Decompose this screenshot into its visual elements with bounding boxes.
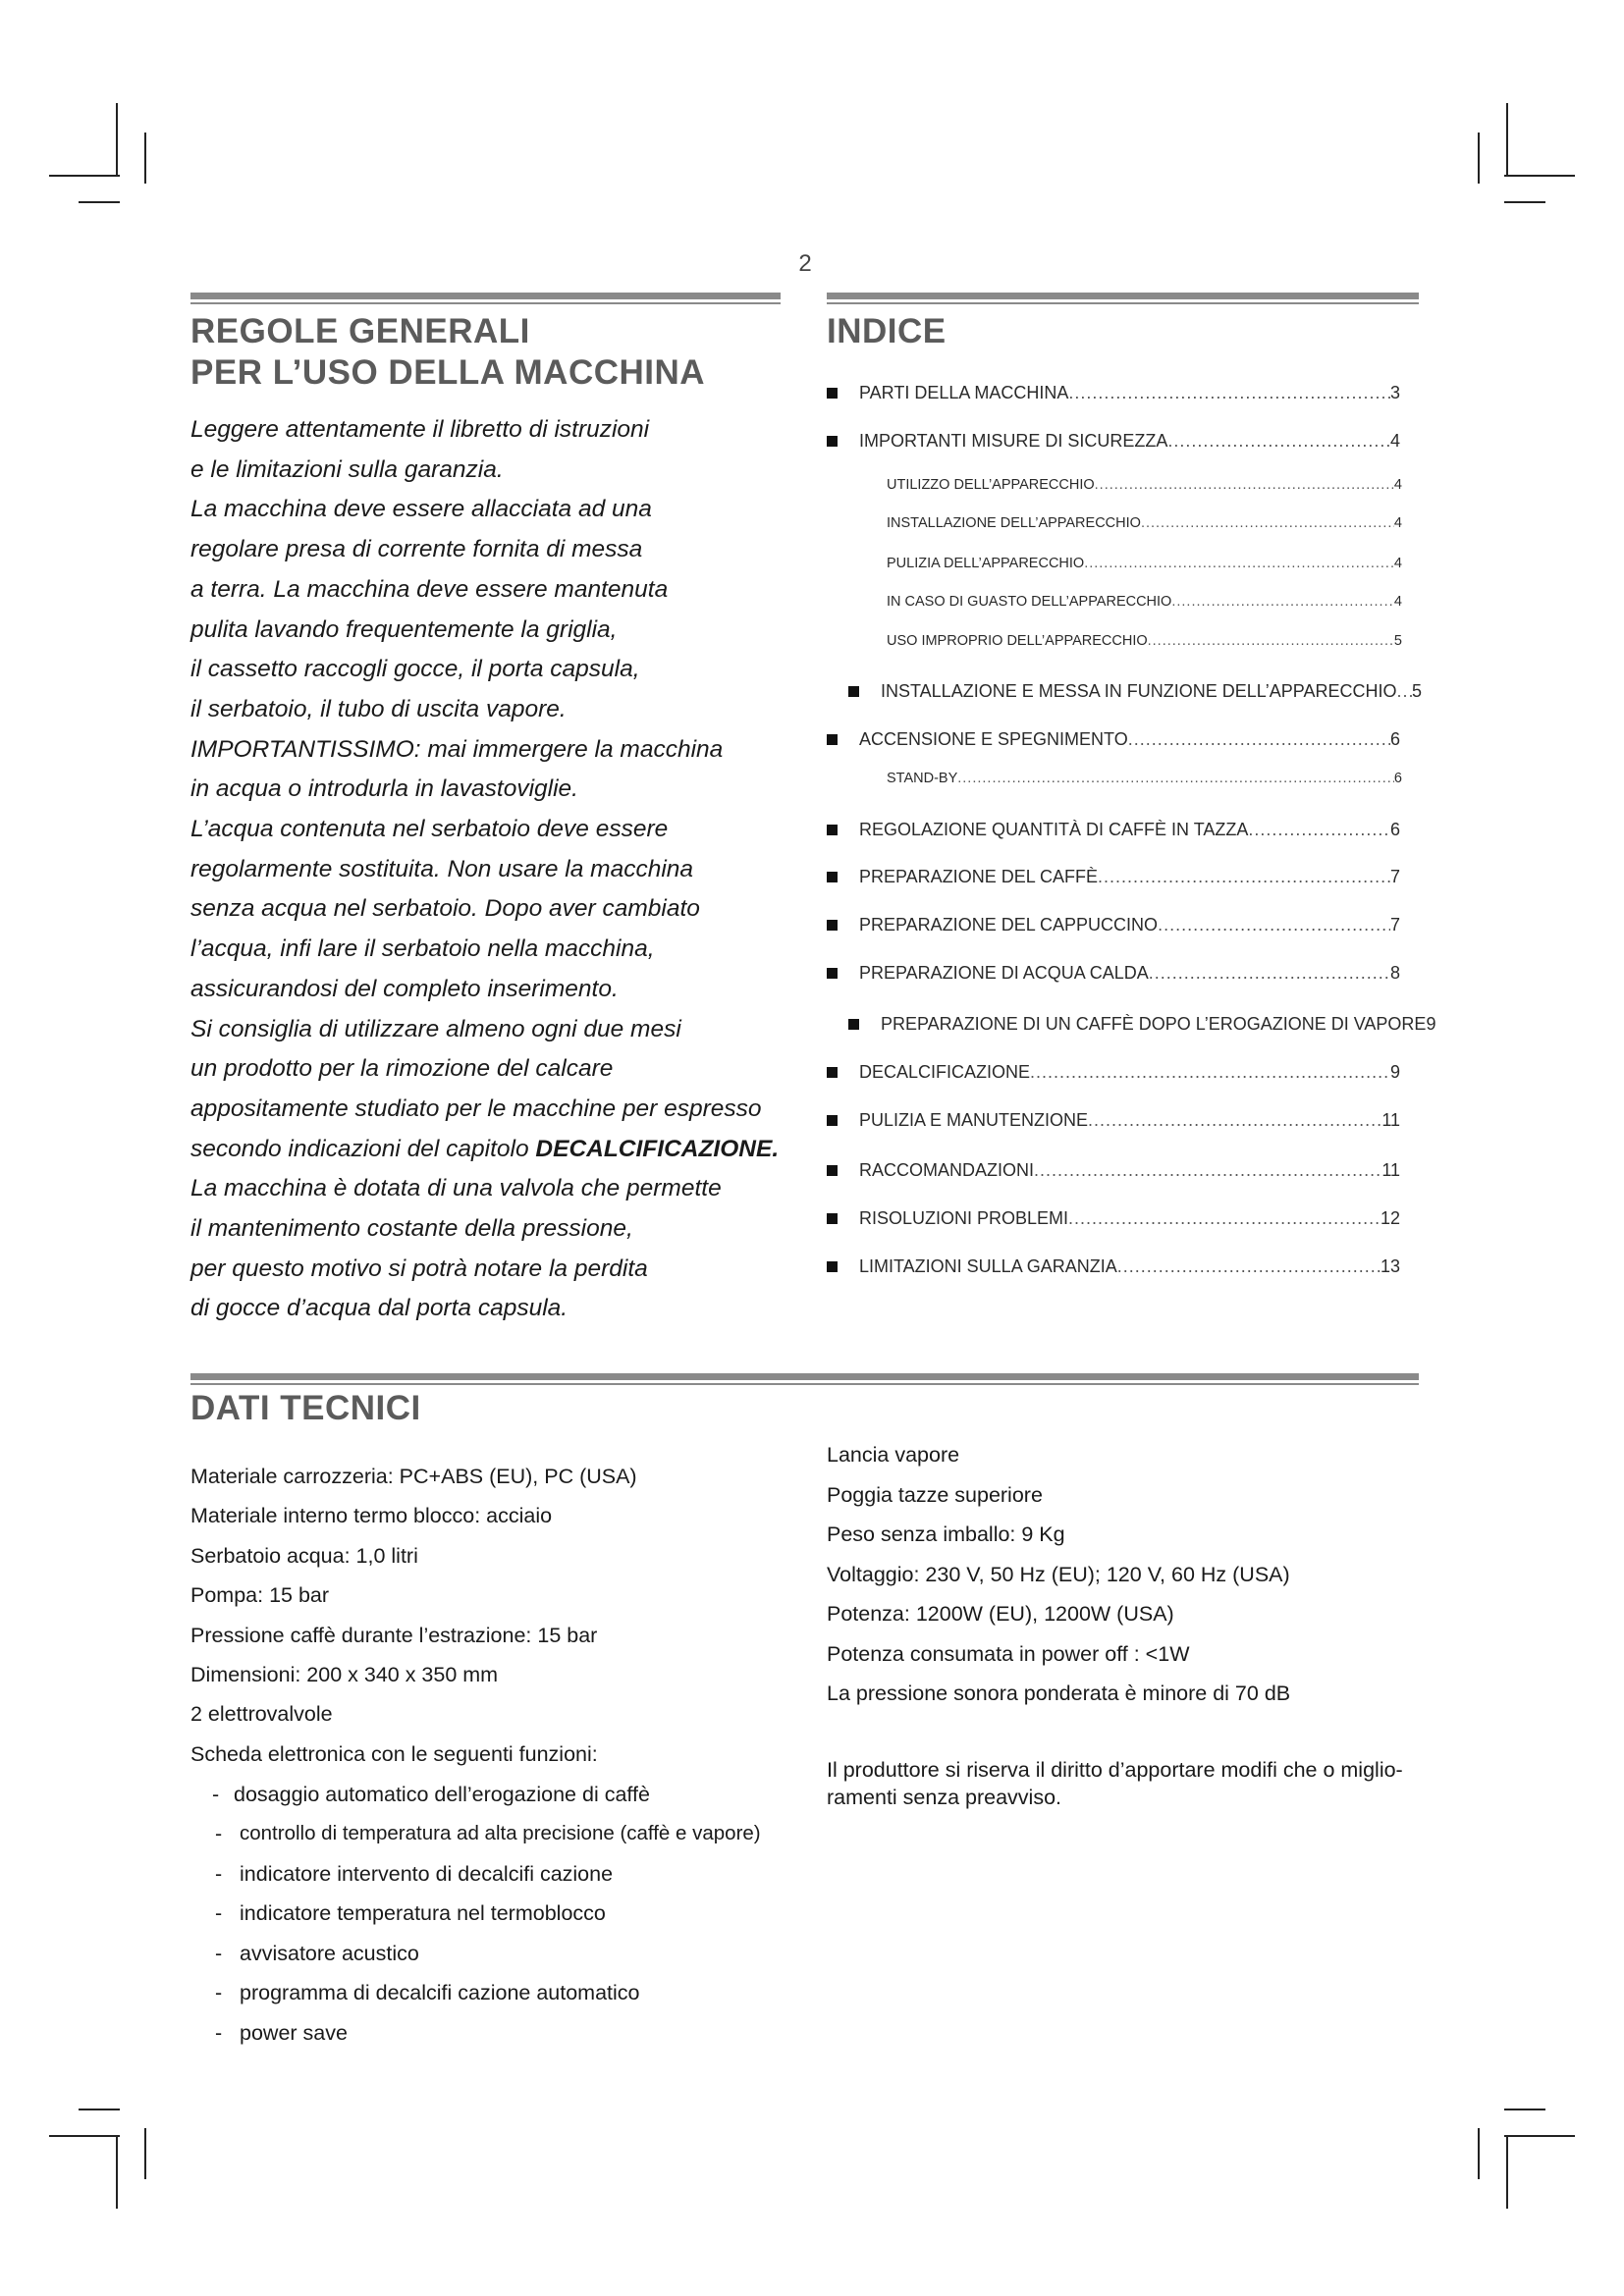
spec-item: Lancia vapore [827,1443,960,1467]
toc-page: 13 [1380,1256,1400,1276]
toc-page: 8 [1389,963,1400,983]
toc-leader [1141,515,1394,531]
bullet-square-icon [827,1261,838,1272]
crop-mark [1504,2109,1545,2110]
toc-leader [1117,1256,1380,1277]
rules-line: L’acqua contenuta nel serbatoio deve essere [190,816,669,843]
function-item: controllo di temperatura ad alta precisione (caffè e vapore) [240,1822,761,1844]
rules-body [190,410,789,1329]
toc-label: IMPORTANTI MISURE DI SICUREZZA [859,431,1168,451]
rules-line: pulita lavando frequentemente la griglia, [190,615,618,643]
dash-bullet: - [215,1981,223,2004]
dash-bullet: - [215,1901,223,1925]
crop-mark [79,201,120,203]
toc-leader [1030,1062,1390,1083]
toc-label: RACCOMANDAZIONI [859,1160,1035,1180]
crop-mark [1478,2128,1480,2179]
spec-item: Materiale interno termo blocco: acciaio [190,1504,553,1527]
bullet-square-icon [827,436,838,447]
toc-page: 7 [1389,915,1400,934]
rules-line: La macchina deve essere allacciata ad una [190,496,652,523]
toc-entry [827,729,1400,750]
toc-entry [848,1014,1436,1035]
rules-line: per questo motivo si potrà notare la perdita [190,1255,648,1282]
spec-item: Dimensioni: 200 x 340 x 350 mm [190,1663,499,1686]
toc-label: STAND-BY [887,771,958,786]
toc-entry [827,915,1400,935]
bullet-square-icon [827,872,838,882]
toc-entry [827,820,1400,840]
toc-leader [1095,477,1394,493]
crop-mark [144,133,146,184]
bullet-square-icon [827,968,838,979]
function-item: power save [240,2021,348,2045]
toc-label: PREPARAZIONE DI UN CAFFÈ DOPO L’EROGAZIONE DI VAPORE [881,1014,1427,1034]
rules-line: in acqua o introdurla in lavastoviglie. [190,775,578,803]
rules-heading-line2: PER L’USO DELLA MACCHINA [190,353,706,392]
rules-line: appositamente studiato per le macchine per espresso [190,1095,762,1122]
rules-line: La macchina è dotata di una valvola che permette [190,1175,722,1202]
toc-label: PREPARAZIONE DI ACQUA CALDA [859,963,1149,983]
rules-line: a terra. La macchina deve essere mantenuta [190,575,669,603]
decal-reference: DECALCIFICAZIONE. [535,1135,780,1162]
bullet-square-icon [848,1019,859,1030]
toc-page: 6 [1389,729,1400,749]
bullet-square-icon [848,686,859,697]
toc-page: 4 [1393,556,1402,571]
rules-line [190,1130,789,1170]
toc-entry [827,1062,1400,1083]
rules-line: il mantenimento costante della pressione, [190,1215,633,1243]
toc-page: 9 [1426,1014,1436,1034]
rules-line: assicurandosi del completo inserimento. [190,975,619,1002]
bullet-square-icon [827,825,838,835]
toc-page: 11 [1381,1160,1400,1180]
toc-page: 9 [1389,1062,1400,1082]
toc-label: PARTI DELLA MACCHINA [859,383,1069,402]
dash-bullet: - [215,1862,223,1886]
toc-label: PREPARAZIONE DEL CAFFÈ [859,867,1099,886]
bullet-square-icon [827,1165,838,1176]
toc-leader [1167,431,1390,452]
rules-line: l’acqua, infi lare il serbatoio nella macchina, [190,935,655,963]
rules-line: Leggere attentamente il libretto di istruzioni [190,416,650,443]
spec-item: Pompa: 15 bar [190,1583,330,1607]
toc-page: 3 [1389,383,1400,402]
toc-leader [957,771,1394,786]
toc-leader [1084,556,1394,571]
toc-label: REGOLAZIONE QUANTITÀ DI CAFFÈ IN TAZZA [859,820,1249,839]
toc-leader [1098,867,1390,887]
section-rule-index [827,293,1419,306]
toc-label: PULIZIA E MANUTENZIONE [859,1110,1089,1130]
dash-bullet: - [212,1783,220,1806]
toc-label: USO IMPROPRIO DELL’APPARECCHIO [887,633,1148,649]
crop-mark [116,103,118,177]
toc-entry [827,867,1400,887]
spec-item: Peso senza imballo: 9 Kg [827,1522,1065,1546]
toc-page: 12 [1380,1208,1400,1228]
section-rule-rules [190,293,781,306]
toc-subentry [887,633,1402,649]
toc-leader [1088,1110,1381,1131]
toc-page: 4 [1389,431,1400,451]
function-item: indicatore temperatura nel termoblocco [240,1901,606,1925]
toc-subentry [887,477,1402,493]
bullet-square-icon [827,1067,838,1078]
spec-item: Voltaggio: 230 V, 50 Hz (EU); 120 V, 60 Hz (USA) [827,1563,1290,1586]
toc-label: PREPARAZIONE DEL CAPPUCCINO [859,915,1159,934]
bullet-square-icon [827,1213,838,1224]
crop-mark [49,175,120,177]
rules-line: il serbatoio, il tubo di uscita vapore. [190,695,567,722]
crop-mark [1506,103,1508,177]
function-item: indicatore intervento di decalcifi cazione [240,1862,614,1886]
toc-leader [1248,820,1390,840]
toc-label: LIMITAZIONI SULLA GARANZIA [859,1256,1117,1276]
bullet-square-icon [827,920,838,931]
toc-label: INSTALLAZIONE DELL’APPARECCHIO [887,515,1141,531]
section-rule-specs [190,1373,1419,1387]
toc-leader [1034,1160,1381,1181]
toc-entry [827,431,1400,452]
toc-entry [827,1208,1400,1229]
toc-page: 4 [1393,515,1402,531]
toc-subentry [887,594,1402,610]
bullet-square-icon [827,1115,838,1126]
toc-page: 5 [1411,681,1422,701]
spec-item: La pressione sonora ponderata è minore di 70 dB [827,1682,1291,1705]
toc-leader [1068,383,1390,403]
spec-item: Potenza consumata in power off : <1W [827,1642,1190,1666]
toc-leader [1148,633,1394,649]
spec-item: Materiale carrozzeria: PC+ABS (EU), PC (USA) [190,1465,637,1488]
toc-label: DECALCIFICAZIONE [859,1062,1031,1082]
rules-line: regolare presa di corrente fornita di messa [190,536,643,563]
toc-page: 4 [1393,594,1402,610]
dash-bullet: - [215,2021,223,2045]
toc-page: 6 [1389,820,1400,839]
toc-entry [848,681,1422,702]
crop-mark [1506,2135,1508,2209]
spec-item: Poggia tazze superiore [827,1483,1043,1507]
toc-label: IN CASO DI GUASTO DELL’APPARECCHIO [887,594,1172,610]
manufacturer-note: Il produttore si riserva il diritto d’apportare modifi che o miglio-ramenti senza preavviso. [827,1758,1403,1809]
page-number: 2 [798,250,812,277]
toc-leader [1158,915,1390,935]
toc-subentry [887,515,1402,531]
spec-item: Potenza: 1200W (EU), 1200W (USA) [827,1602,1174,1626]
rules-line: Si consiglia di utilizzare almeno ogni due mesi [190,1015,681,1042]
toc-entry [827,963,1400,984]
function-item: programma di decalcifi cazione automatico [240,1981,640,2004]
toc-page: 11 [1381,1110,1400,1130]
spec-item: Serbatoio acqua: 1,0 litri [190,1544,418,1568]
toc-page: 6 [1393,771,1402,786]
toc-entry [827,1160,1400,1181]
toc-entry [827,383,1400,403]
toc-label: UTILIZZO DELL’APPARECCHIO [887,477,1095,493]
toc-page: 5 [1393,633,1402,649]
toc-label: PULIZIA DELL’APPARECCHIO [887,556,1085,571]
crop-mark [49,2135,120,2137]
toc-leader [1128,729,1390,750]
rules-heading-line1: REGOLE GENERALI [190,312,530,350]
crop-mark [116,2135,118,2209]
bullet-square-icon [827,388,838,399]
rules-line: un prodotto per la rimozione del calcare [190,1055,614,1083]
specs-heading: DATI TECNICI [190,1389,421,1427]
rules-line: di gocce d’acqua dal porta capsula. [190,1295,568,1322]
toc-leader [1396,681,1412,702]
toc-page: 7 [1389,867,1400,886]
crop-mark [144,2128,146,2179]
toc-label: RISOLUZIONI PROBLEMI [859,1208,1069,1228]
toc-label: ACCENSIONE E SPEGNIMENTO [859,729,1128,749]
spec-item: 2 elettrovalvole [190,1702,333,1726]
toc-leader [1171,594,1394,610]
rules-line: senza acqua nel serbatoio. Dopo aver cambiato [190,895,700,923]
spec-item: Pressione caffè durante l’estrazione: 15 bar [190,1624,598,1647]
function-item: avvisatore acustico [240,1942,419,1965]
rules-line: il cassetto raccogli gocce, il porta capsula, [190,656,640,683]
toc-entry [827,1256,1400,1277]
spec-item: Scheda elettronica con le seguenti funzioni: [190,1742,598,1766]
crop-mark [1504,2135,1575,2137]
function-item: dosaggio automatico dell’erogazione di caffè [234,1783,650,1806]
toc-entry [827,1110,1400,1131]
rules-heading [190,311,705,394]
crop-mark [1504,175,1575,177]
rules-line: IMPORTANTISSIMO: mai immergere la macchina [190,735,724,763]
dash-bullet: - [215,1822,223,1845]
dash-bullet: - [215,1942,223,1965]
index-heading: INDICE [827,312,947,350]
crop-mark [79,2109,120,2110]
rules-line: e le limitazioni sulla garanzia. [190,455,504,483]
rules-line: regolarmente sostituita. Non usare la macchina [190,855,694,882]
toc-leader [1149,963,1390,984]
toc-label: INSTALLAZIONE E MESSA IN FUNZIONE DELL’APPARECCHIO [881,681,1397,701]
bullet-square-icon [827,734,838,745]
toc-page: 4 [1393,477,1402,493]
toc-subentry [887,556,1402,571]
crop-mark [1504,201,1545,203]
toc-subentry [887,771,1402,786]
rules-line-text: secondo indicazioni del capitolo [190,1135,536,1162]
crop-mark [1478,133,1480,184]
toc-leader [1068,1208,1380,1229]
